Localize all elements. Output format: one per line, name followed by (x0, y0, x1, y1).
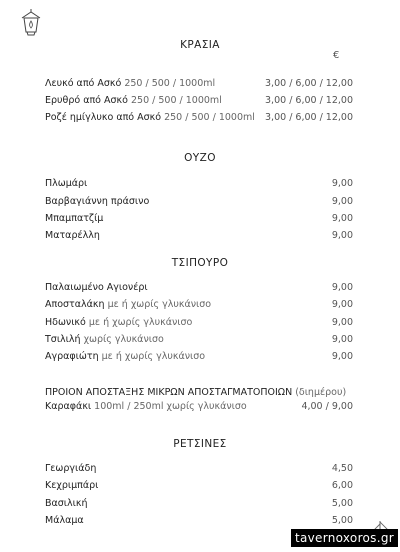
site-watermark: tavernoxoros.gr (291, 529, 398, 547)
item-name: Μπαμπατζίμ (45, 213, 104, 224)
section-title-wine: ΚΡΑΣΙΑ (180, 39, 220, 51)
item-name: Καραφάκι (45, 401, 92, 412)
item-name: Ματαρέλλη (45, 230, 100, 241)
section-title-tsipouro: ΤΣΙΠΟΥΡΟ (171, 257, 229, 269)
menu-item (45, 282, 353, 296)
menu-item (45, 480, 353, 494)
item-name: Γεωργιάδη (45, 463, 97, 474)
menu-item (45, 112, 353, 126)
item-name: Ηδωνικό (45, 317, 86, 328)
menu-item (45, 178, 353, 192)
item-price: 9,00 (331, 178, 353, 189)
item-price: 9,00 (331, 334, 353, 345)
section-title-small-distillers (45, 387, 346, 398)
menu-item (45, 317, 353, 331)
menu-item (45, 230, 353, 244)
item-name: Ροζέ ημίγλυκο από Ασκό (45, 112, 162, 123)
item-name: Λευκό από Ασκό (45, 78, 122, 89)
item-name: Πλωμάρι (45, 178, 88, 189)
item-price: 9,00 (331, 299, 353, 310)
item-name: Κεχριμπάρι (45, 480, 99, 491)
item-price: 9,00 (331, 282, 353, 293)
item-price: 5,00 (331, 498, 353, 509)
item-price: 3,00 / 6,00 / 12,00 (265, 95, 353, 106)
item-desc: χωρίς γλυκάνισο (83, 334, 164, 345)
item-name: Μάλαμα (45, 515, 84, 526)
item-price: 9,00 (331, 213, 353, 224)
section-title-text: ΠΡΟΙΟΝ ΑΠΟΣΤΑΞΗΣ ΜΙΚΡΩΝ ΑΠΟΣΤΑΓΜΑΤΟΠΟΙΩΝ (45, 387, 293, 398)
item-desc: 250 / 500 / 1000ml (124, 78, 216, 89)
item-price: 4,50 (331, 463, 353, 474)
item-name: Βαρβαγιάννη πράσινο (45, 196, 150, 207)
item-desc: 100ml / 250ml χωρίς γλυκάνισο (94, 401, 247, 412)
item-price: 9,00 (331, 317, 353, 328)
menu-item (45, 334, 353, 348)
menu-item (45, 515, 353, 529)
item-desc: με ή χωρίς γλυκάνισο (88, 317, 193, 328)
item-desc: 250 / 500 / 1000ml (130, 95, 222, 106)
menu-item (45, 401, 353, 415)
item-price: 4,00 / 9,00 (301, 401, 353, 412)
item-price: 9,00 (331, 230, 353, 241)
item-name: Βασιλική (45, 498, 88, 509)
item-price: 9,00 (331, 351, 353, 362)
item-name: Ερυθρό από Ασκό (45, 95, 128, 106)
item-price: 5,00 (331, 515, 353, 526)
item-price: 6,00 (331, 480, 353, 491)
menu-item (45, 78, 353, 92)
item-price: 3,00 / 6,00 / 12,00 (265, 112, 353, 123)
menu-item (45, 351, 353, 365)
item-desc: 250 / 500 / 1000ml (164, 112, 255, 123)
item-desc: με ή χωρίς γλυκάνισο (107, 299, 212, 310)
item-name: Τσιλιλή (45, 334, 81, 345)
section-note: (διημέρου) (295, 387, 347, 398)
section-title-ouzo: ΟΥΖΟ (184, 152, 216, 164)
lantern-logo-icon (18, 8, 44, 38)
menu-item (45, 196, 353, 210)
item-price: 9,00 (331, 196, 353, 207)
menu-item (45, 463, 353, 477)
menu-item (45, 213, 353, 227)
section-title-retsina: ΡΕΤΣΙΝΕΣ (173, 438, 227, 450)
menu-item (45, 498, 353, 512)
item-desc: με ή χωρίς γλυκάνισο (101, 351, 206, 362)
item-name: Αποσταλάκη (45, 299, 105, 310)
item-name: Παλαιωμένο Αγιονέρι (45, 282, 148, 293)
menu-item (45, 299, 353, 313)
currency-symbol: € (333, 50, 340, 61)
menu-item (45, 95, 353, 109)
item-name: Αγραφιώτη (45, 351, 99, 362)
item-price: 3,00 / 6,00 / 12,00 (265, 78, 353, 89)
